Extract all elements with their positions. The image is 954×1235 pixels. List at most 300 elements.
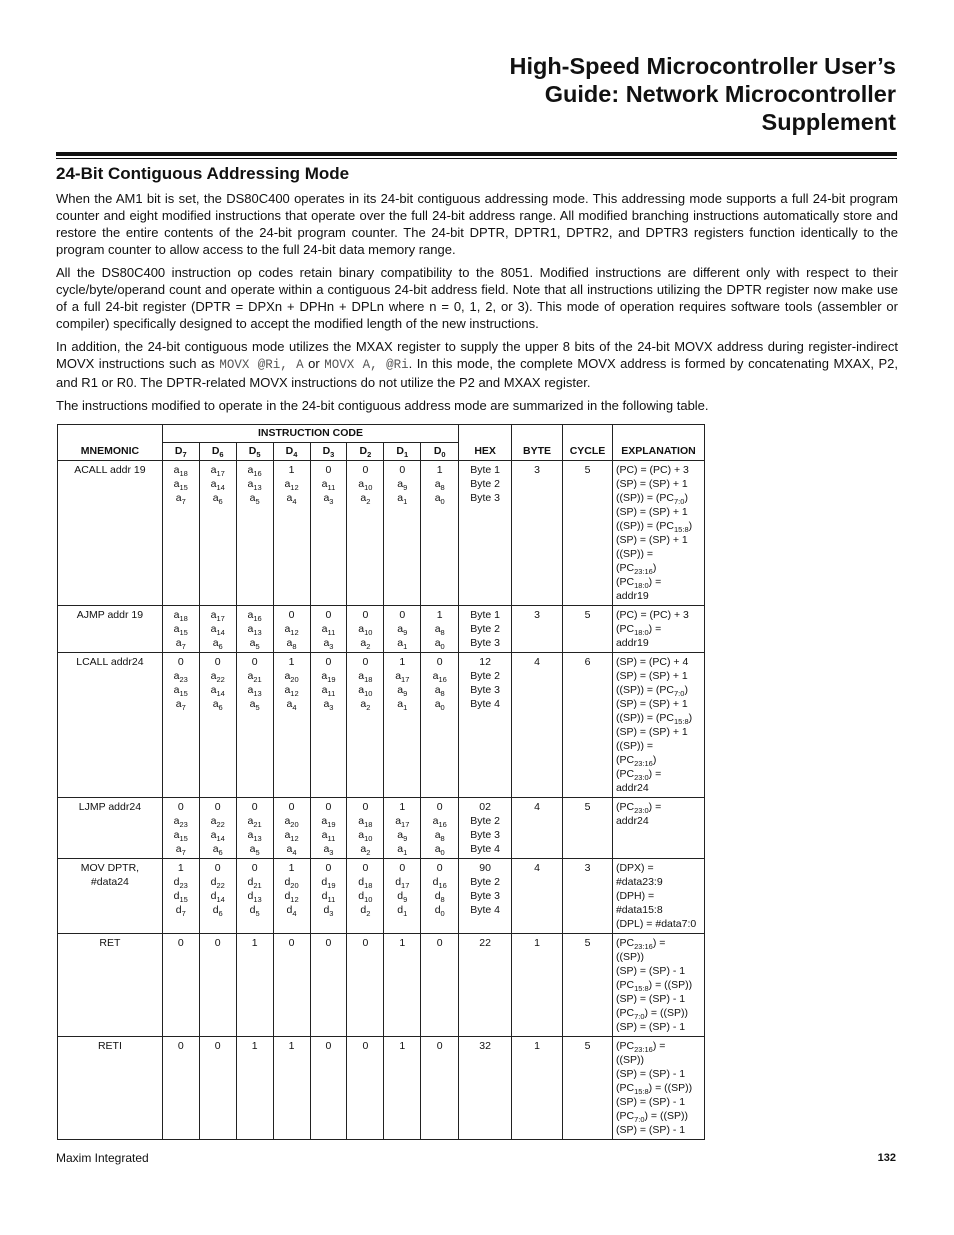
bit-value: $a_{11}$ (321, 478, 336, 493)
bit-value: 0 (325, 801, 332, 813)
explanation-line: $(PC_{23:0})$ = (615, 801, 662, 816)
bit-value: $a_{10}$ (358, 623, 373, 638)
cell-bit-d4 (273, 606, 310, 653)
cell-bit-d6 (199, 798, 236, 859)
table-row (58, 606, 705, 653)
bit-value: $a_6$ (212, 698, 223, 713)
bit-value: $d_{13}$ (247, 890, 262, 905)
bit-value: $a_{14}$ (210, 478, 225, 493)
cell-bit-d2 (347, 606, 384, 653)
cell-bit-d0 (421, 934, 459, 1037)
bit-value: $a_1$ (397, 492, 408, 507)
paragraph-3 (56, 338, 898, 391)
bit-value: $a_{18}$ (173, 464, 188, 479)
cell-cycle: 5 (563, 934, 613, 1037)
bit-value: $d_{14}$ (210, 890, 225, 905)
hex-line: Byte 1 (470, 464, 501, 476)
explanation-line: $(PC_{15:8}) = ((SP))$ (615, 979, 693, 994)
code-movx-ri-a: MOVX @Ri, A (219, 358, 304, 372)
bit-value: $a_{12}$ (284, 623, 299, 638)
cell-bit-d7 (162, 461, 199, 606)
table-row (58, 1037, 705, 1140)
hex-line: 90 (479, 862, 491, 874)
cell-bit-d5 (236, 653, 273, 798)
cell-bit-d6 (199, 859, 236, 934)
bit-value: 0 (251, 656, 258, 668)
bit-value: 1 (399, 937, 406, 949)
hex-line: Byte 3 (470, 829, 501, 841)
bit-value: $a_1$ (397, 843, 408, 858)
explanation-line: $(PC_{23:0})$ = (615, 768, 662, 783)
hex-line: Byte 3 (470, 890, 501, 902)
explanation-line: $((SP)) = (PC_{15:8})$ (615, 712, 693, 727)
cell-bit-d6 (199, 934, 236, 1037)
body-text (56, 190, 898, 420)
cell-mnemonic: ACALL addr 19 (58, 461, 163, 606)
cell-bit-d0 (421, 1037, 459, 1140)
cell-byte: 4 (512, 653, 563, 798)
bit-value: $a_{23}$ (173, 815, 188, 830)
hex-line: 22 (479, 937, 491, 949)
cell-mnemonic: LJMP addr24 (58, 798, 163, 859)
hex-line: Byte 4 (470, 698, 501, 710)
bit-value: $a_0$ (434, 698, 445, 713)
header-instruction-code: INSTRUCTION CODE (162, 425, 458, 443)
cell-cycle: 5 (563, 798, 613, 859)
bit-value: $a_{13}$ (247, 684, 262, 699)
explanation-line: $(PC_{23:16})$ (615, 754, 657, 769)
bit-value: 0 (362, 1040, 369, 1052)
cell-byte: 3 (512, 606, 563, 653)
cell-mnemonic: RETI (58, 1037, 163, 1140)
bit-value: $d_{10}$ (358, 890, 373, 905)
document-title (256, 52, 896, 136)
explanation-line: addr24 (615, 815, 649, 827)
bit-value: $a_0$ (434, 492, 445, 507)
cell-bit-d5 (236, 934, 273, 1037)
explanation-line: (SP) = (SP) + 1 (615, 726, 688, 738)
paragraph-4: The instructions modified to operate in the 24-bit contiguous address mode are summarized in the following table. (56, 398, 709, 413)
cell-bit-d6 (199, 606, 236, 653)
cell-bit-d3 (310, 1037, 347, 1140)
bit-value: $a_{11}$ (321, 623, 336, 638)
bit-value: $a_7$ (175, 843, 186, 858)
explanation-line: addr19 (615, 637, 649, 649)
cell-hex (459, 461, 512, 606)
bit-value: $a_3$ (323, 843, 334, 858)
header-cycle: CYCLE (563, 425, 613, 461)
bit-value: $a_{13}$ (247, 478, 262, 493)
hex-line: Byte 2 (470, 623, 501, 635)
explanation-line: (SP) = (SP) - 1 (615, 1021, 686, 1033)
bit-value: 0 (288, 937, 295, 949)
bit-value: 1 (436, 464, 443, 476)
bit-value: 0 (399, 464, 406, 476)
bit-value: 1 (177, 862, 184, 874)
bit-value: 0 (251, 862, 258, 874)
cell-bit-d6 (199, 653, 236, 798)
cell-bit-d7 (162, 859, 199, 934)
section-title: 24-Bit Contiguous Addressing Mode (56, 164, 350, 183)
header-byte: BYTE (512, 425, 563, 461)
bit-value: $a_4$ (286, 698, 297, 713)
bit-value: $a_2$ (360, 698, 371, 713)
table-row (58, 934, 705, 1037)
cell-bit-d3 (310, 859, 347, 934)
bit-value: $a_{15}$ (173, 623, 188, 638)
bit-value: $a_{11}$ (321, 684, 336, 699)
cell-bit-d3 (310, 934, 347, 1037)
bit-value: 0 (436, 937, 443, 949)
bit-value: $a_5$ (249, 843, 260, 858)
bit-value: 0 (214, 801, 221, 813)
cell-bit-d2 (347, 859, 384, 934)
explanation-line: (PC) = (PC) + 3 (615, 464, 689, 476)
hex-line: Byte 2 (470, 478, 501, 490)
cell-bit-d7 (162, 606, 199, 653)
bit-value: $a_{19}$ (321, 670, 336, 685)
explanation-line: $((SP)) = (PC_{7:0})$ (615, 684, 688, 699)
title-rule-thin (56, 158, 897, 159)
bit-value: 1 (251, 937, 258, 949)
bit-value: $d_5$ (249, 904, 260, 919)
bit-value: $a_{12}$ (284, 829, 299, 844)
hex-line: Byte 2 (470, 670, 501, 682)
bit-value: $a_8$ (434, 684, 445, 699)
bit-value: $a_3$ (323, 698, 334, 713)
explanation-line: ((SP)) (615, 1054, 644, 1066)
bit-value: 0 (177, 1040, 184, 1052)
title-line-3: Supplement (761, 109, 896, 135)
bit-value: $a_{23}$ (173, 670, 188, 685)
cell-bit-d2 (347, 1037, 384, 1140)
cell-byte: 4 (512, 798, 563, 859)
cell-hex (459, 859, 512, 934)
explanation-line: (SP) = (SP) + 1 (615, 506, 688, 518)
cell-bit-d5 (236, 798, 273, 859)
bit-value: 0 (436, 862, 443, 874)
cell-explanation (612, 606, 704, 653)
explanation-line: $((SP)) = (PC_{15:8})$ (615, 520, 693, 535)
bit-value: $a_{18}$ (358, 670, 373, 685)
cell-bit-d4 (273, 461, 310, 606)
cell-hex (459, 653, 512, 798)
cell-bit-d5 (236, 461, 273, 606)
bit-value: $d_{20}$ (284, 876, 299, 891)
bit-value: $d_8$ (434, 890, 445, 905)
cell-bit-d1 (384, 461, 421, 606)
bit-value: $a_{19}$ (321, 815, 336, 830)
bit-value: 0 (436, 801, 443, 813)
bit-value: 1 (251, 1040, 258, 1052)
header-bit-d7: $D_7$ (162, 443, 199, 461)
bit-value: 0 (325, 937, 332, 949)
explanation-line: (SP) = (SP) - 1 (615, 993, 686, 1005)
cell-bit-d4 (273, 653, 310, 798)
bit-value: $a_6$ (212, 492, 223, 507)
cell-bit-d1 (384, 859, 421, 934)
bit-value: $a_{16}$ (432, 670, 447, 685)
bit-value: $a_4$ (286, 492, 297, 507)
header-hex: HEX (459, 425, 512, 461)
cell-mnemonic: MOV DPTR, #data24 (58, 859, 163, 934)
bit-value: $a_7$ (175, 698, 186, 713)
cell-bit-d1 (384, 1037, 421, 1140)
bit-value: 1 (288, 464, 295, 476)
cell-bit-d2 (347, 653, 384, 798)
cell-bit-d3 (310, 798, 347, 859)
bit-value: $d_9$ (397, 890, 408, 905)
cell-bit-d7 (162, 798, 199, 859)
hex-line: Byte 4 (470, 843, 501, 855)
explanation-line: #data15:8 (615, 904, 663, 916)
bit-value: 0 (214, 1040, 221, 1052)
explanation-line: (DPL) = #data7:0 (615, 918, 697, 930)
cell-bit-d1 (384, 934, 421, 1037)
explanation-line: (SP) = (SP) + 1 (615, 670, 688, 682)
bit-value: $a_1$ (397, 637, 408, 652)
explanation-line: ((SP)) = (615, 740, 654, 752)
bit-value: $a_9$ (397, 478, 408, 493)
bit-value: $d_7$ (175, 904, 186, 919)
cell-byte: 3 (512, 461, 563, 606)
cell-bit-d4 (273, 1037, 310, 1140)
bit-value: $a_{22}$ (210, 670, 225, 685)
paragraph-3-text-b: . In this mode, the complete MOVX address is formed by concatenating MXAX, P2, and R1 or R0. The DPTR-related MOVX instructions do not utilize the P2 and MXAX register. (56, 356, 899, 390)
bit-value: $a_4$ (286, 843, 297, 858)
bit-value: $a_{21}$ (247, 670, 262, 685)
explanation-line: ((SP)) (615, 951, 644, 963)
bit-value: 0 (177, 937, 184, 949)
bit-value: $a_{20}$ (284, 670, 299, 685)
bit-value: 0 (362, 464, 369, 476)
bit-value: $a_{17}$ (210, 464, 225, 479)
bit-value: $d_3$ (323, 904, 334, 919)
bit-value: $a_8$ (434, 829, 445, 844)
cell-cycle: 5 (563, 461, 613, 606)
bit-value: $d_{23}$ (173, 876, 188, 891)
bit-value: 0 (399, 862, 406, 874)
hex-line: Byte 4 (470, 904, 501, 916)
paragraph-2: All the DS80C400 instruction op codes retain binary compatibility to the 8051. Modified instructions are different only with respect to their cycle/byte/operand count and operate within a contiguous 24-bit address field. Note that all instructions utilizing the DPTR register now make use of a full 24-bit register (DPTR = DPXn + DPHn + DPLn where n = 0, 1, 2, or 3). This mode of operation requires software tools (assembler or compiler) specifically designed to accept the modified length of the new instructions. (56, 265, 898, 331)
cell-bit-d2 (347, 798, 384, 859)
bit-value: $a_{13}$ (247, 829, 262, 844)
header-bit-d2: $D_2$ (347, 443, 384, 461)
bit-value: 0 (362, 937, 369, 949)
explanation-line: (SP) = (SP) + 1 (615, 478, 688, 490)
bit-value: $a_{15}$ (173, 684, 188, 699)
cell-explanation (612, 461, 704, 606)
bit-value: $a_{12}$ (284, 684, 299, 699)
header-bit-d1: $D_1$ (384, 443, 421, 461)
bit-value: $a_6$ (212, 637, 223, 652)
bit-value: $a_8$ (286, 637, 297, 652)
bit-value: $a_{17}$ (395, 670, 410, 685)
bit-value: $d_4$ (286, 904, 297, 919)
bit-value: 0 (325, 1040, 332, 1052)
bit-value: $a_9$ (397, 623, 408, 638)
explanation-line: #data23:9 (615, 876, 663, 888)
hex-line: Byte 1 (470, 609, 501, 621)
bit-value: $a_9$ (397, 829, 408, 844)
cell-bit-d7 (162, 653, 199, 798)
explanation-line: $(PC_{18:0})$ = (615, 576, 662, 591)
explanation-line: $((SP)) = (PC_{7:0})$ (615, 492, 688, 507)
paragraph-3-text-a: In addition, the 24-bit contiguous mode utilizes the MXAX register to supply the upper 8 bits of the 24-bit MOVX address during register-indirect MOVX instructions such as (56, 339, 898, 371)
bit-value: 1 (288, 656, 295, 668)
cell-byte: 4 (512, 859, 563, 934)
bit-value: 1 (436, 609, 443, 621)
hex-line: 32 (479, 1040, 491, 1052)
hex-line: Byte 2 (470, 815, 501, 827)
bit-value: 0 (325, 656, 332, 668)
bit-value: 1 (399, 801, 406, 813)
cell-explanation (612, 798, 704, 859)
cell-bit-d1 (384, 798, 421, 859)
bit-value: $d_{12}$ (284, 890, 299, 905)
cell-bit-d5 (236, 1037, 273, 1140)
cell-bit-d4 (273, 859, 310, 934)
cell-bit-d4 (273, 798, 310, 859)
cell-mnemonic: LCALL addr24 (58, 653, 163, 798)
paragraph-1: When the AM1 bit is set, the DS80C400 operates in its 24-bit contiguous addressing mode. This addressing mode supports a full 24-bit program counter and eight modified instructions that operate over the full 24-bit address range. All modified branching instructions automatically store and restore the entire contents of the 24-bit program counter. The 24-bit DPTR, DPTR1, DPTR2, and DPTR3 registers function identically to the program counter to allow access to the full 24-bit data memory range. (56, 191, 898, 257)
bit-value: $d_{15}$ (173, 890, 188, 905)
table-row (58, 653, 705, 798)
bit-value: $a_0$ (434, 637, 445, 652)
bit-value: $a_{17}$ (395, 815, 410, 830)
bit-value: $a_{12}$ (284, 478, 299, 493)
bit-value: 0 (288, 609, 295, 621)
bit-value: $d_0$ (434, 904, 445, 919)
bit-value: $a_6$ (212, 843, 223, 858)
bit-value: 0 (214, 656, 221, 668)
cell-byte: 1 (512, 934, 563, 1037)
cell-explanation (612, 934, 704, 1037)
table-row (58, 461, 705, 606)
cell-bit-d7 (162, 1037, 199, 1140)
bit-value: 1 (288, 1040, 295, 1052)
bit-value: 0 (399, 609, 406, 621)
footer-page-number: 132 (877, 1152, 896, 1164)
cell-cycle: 3 (563, 859, 613, 934)
bit-value: 0 (214, 937, 221, 949)
cell-bit-d0 (421, 606, 459, 653)
explanation-line: $(PC_{15:8}) = ((SP))$ (615, 1082, 693, 1097)
bit-value: $d_{11}$ (321, 890, 336, 905)
bit-value: $a_{14}$ (210, 684, 225, 699)
header-bit-d4: $D_4$ (273, 443, 310, 461)
explanation-line: (SP) = (SP) - 1 (615, 1068, 686, 1080)
explanation-line: (PC) = (PC) + 3 (615, 609, 689, 621)
bit-value: $a_{10}$ (358, 478, 373, 493)
cell-bit-d2 (347, 934, 384, 1037)
bit-value: $d_{19}$ (321, 876, 336, 891)
cell-hex (459, 1037, 512, 1140)
cell-cycle: 5 (563, 606, 613, 653)
table-header-row-1 (58, 425, 705, 443)
bit-value: 0 (325, 464, 332, 476)
bit-value: $a_2$ (360, 843, 371, 858)
bit-value: $a_{16}$ (247, 609, 262, 624)
bit-value: $a_{21}$ (247, 815, 262, 830)
explanation-line: $(PC_{7:0}) = ((SP))$ (615, 1110, 688, 1125)
bit-value: $d_6$ (212, 904, 223, 919)
cell-mnemonic: RET (58, 934, 163, 1037)
cell-cycle: 5 (563, 1037, 613, 1140)
table-row (58, 859, 705, 934)
cell-bit-d0 (421, 798, 459, 859)
header-bit-d6: $D_6$ (199, 443, 236, 461)
bit-value: $d_{18}$ (358, 876, 373, 891)
bit-value: 0 (325, 862, 332, 874)
explanation-line: addr24 (615, 782, 649, 794)
explanation-line: $(PC_{23:16})$ = (615, 1040, 666, 1055)
bit-value: $a_{15}$ (173, 829, 188, 844)
explanation-line: $(PC_{23:16})$ = (615, 937, 666, 952)
bit-value: $a_7$ (175, 492, 186, 507)
bit-value: $a_{22}$ (210, 815, 225, 830)
hex-line: 02 (479, 801, 491, 813)
bit-value: $a_{18}$ (173, 609, 188, 624)
bit-value: $a_{14}$ (210, 623, 225, 638)
cell-bit-d0 (421, 859, 459, 934)
header-mnemonic: MNEMONIC (58, 425, 163, 461)
explanation-line: $(PC_{7:0}) = ((SP))$ (615, 1007, 688, 1022)
bit-value: 0 (436, 656, 443, 668)
header-bit-d5: $D_5$ (236, 443, 273, 461)
explanation-line: (DPX) = (615, 862, 654, 874)
bit-value: $a_5$ (249, 637, 260, 652)
bit-value: $a_7$ (175, 637, 186, 652)
cell-bit-d2 (347, 461, 384, 606)
bit-value: $a_5$ (249, 698, 260, 713)
bit-value: 1 (399, 1040, 406, 1052)
bit-value: $a_8$ (434, 623, 445, 638)
cell-bit-d0 (421, 653, 459, 798)
explanation-line: $(PC_{23:16})$ (615, 562, 657, 577)
explanation-line: ((SP)) = (615, 548, 654, 560)
bit-value: 0 (362, 656, 369, 668)
bit-value: $d_2$ (360, 904, 371, 919)
bit-value: $d_1$ (397, 904, 408, 919)
bit-value: $a_2$ (360, 637, 371, 652)
bit-value: $a_{13}$ (247, 623, 262, 638)
bit-value: 0 (177, 656, 184, 668)
bit-value: $a_5$ (249, 492, 260, 507)
cell-bit-d1 (384, 606, 421, 653)
cell-bit-d4 (273, 934, 310, 1037)
bit-value: 0 (325, 609, 332, 621)
bit-value: $a_0$ (434, 843, 445, 858)
bit-value: $a_{10}$ (358, 829, 373, 844)
bit-value: $a_8$ (434, 478, 445, 493)
bit-value: $a_{18}$ (358, 815, 373, 830)
bit-value: $a_{17}$ (210, 609, 225, 624)
bit-value: $a_{16}$ (432, 815, 447, 830)
bit-value: 0 (288, 801, 295, 813)
explanation-line: $(PC_{18:0})$ = (615, 623, 662, 638)
bit-value: $a_9$ (397, 684, 408, 699)
cell-cycle: 6 (563, 653, 613, 798)
title-line-1: High-Speed Microcontroller User’s (509, 53, 896, 79)
footer-company: Maxim Integrated (56, 1151, 149, 1165)
bit-value: $a_{10}$ (358, 684, 373, 699)
bit-value: $a_{14}$ (210, 829, 225, 844)
cell-bit-d6 (199, 1037, 236, 1140)
cell-explanation (612, 653, 704, 798)
instruction-table (57, 424, 705, 1140)
cell-hex (459, 798, 512, 859)
